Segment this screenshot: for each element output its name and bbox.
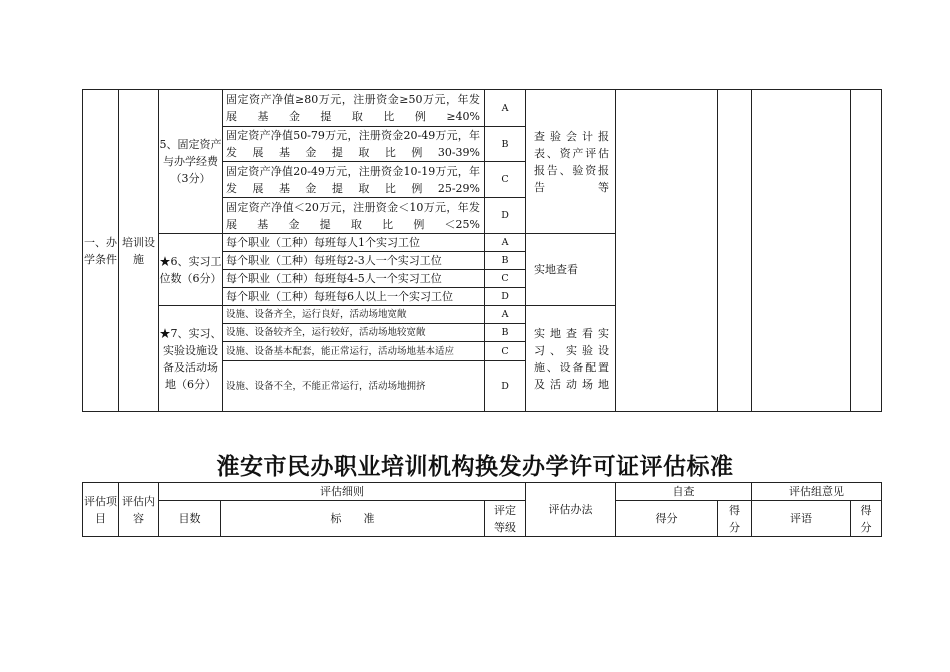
criteria-text: 固定资产净值20-49万元，注册资金10-19万元，年发展基金提取比例25-29% xyxy=(226,164,480,195)
header-standard xyxy=(220,500,485,537)
criteria-text: 每个职业（工种）每班每4-5人一个实习工位 xyxy=(226,272,442,285)
method-text: 实地查看实习、实验设施、设备配置及活动场地 xyxy=(534,326,609,391)
grade-cell xyxy=(484,323,526,342)
criteria-text: 固定资产净值50-79万元，注册资金20-49万元，年发展基金提取比例30-39% xyxy=(226,129,480,159)
grade-text: A xyxy=(501,102,509,114)
item-name-cell xyxy=(158,233,223,306)
criteria-cell xyxy=(222,251,485,270)
criteria-text: 固定资产净值＜20万元，注册资金＜10万元，年发展基金提取比例＜25% xyxy=(226,200,480,231)
category-label: 一、办学条件 xyxy=(84,235,117,266)
grade-cell xyxy=(484,251,526,270)
header-content xyxy=(118,482,159,537)
grade-text: D xyxy=(501,380,509,392)
header-self-check-label: 自查 xyxy=(672,485,695,498)
criteria-text: 设施、设备基本配套，能正常运行，活动场地基本适应 xyxy=(226,345,455,357)
header-project-label: 评估项目 xyxy=(84,494,117,525)
criteria-text: 固定资产净值≥80万元，注册资金≥50万元，年发展基金提取比例≥40% xyxy=(226,93,480,123)
item-name-cell xyxy=(158,89,223,234)
header-grade xyxy=(484,500,526,537)
criteria-cell xyxy=(222,269,485,288)
grade-cell xyxy=(484,161,526,198)
criteria-text: 设施、设备较齐全，运行较好，活动场地较宽敞 xyxy=(226,327,426,338)
criteria-text: 每个职业（工种）每班每人1个实习工位 xyxy=(226,236,420,249)
grade-text: C xyxy=(501,345,509,357)
header-items-label: 目数 xyxy=(178,512,201,525)
method-text: 查验会计报表、资产评估报告、验资报告等 xyxy=(534,129,609,194)
criteria-cell xyxy=(222,305,485,324)
item-name: ★6、实习工位数（6分） xyxy=(159,254,222,285)
criteria-cell xyxy=(222,360,485,412)
header-group-points xyxy=(850,500,882,537)
group-comment-cell[interactable] xyxy=(751,89,851,412)
header-items xyxy=(158,500,221,537)
header-self-points-label: 得分 xyxy=(729,503,740,534)
header-detail-label: 评估细则 xyxy=(320,485,364,498)
content-cell xyxy=(118,89,159,412)
group-points-cell[interactable] xyxy=(850,89,882,412)
grade-cell xyxy=(484,287,526,306)
content-label: 培训设施 xyxy=(122,235,155,266)
header-group-opinion xyxy=(751,482,882,501)
grade-text: D xyxy=(501,291,509,302)
page-title: 淮安市民办职业培训机构换发办学许可证评估标准 xyxy=(216,454,734,480)
grade-text: C xyxy=(501,174,509,185)
header-group-points-label: 得分 xyxy=(860,503,872,534)
criteria-text: 设施、设备齐全，运行良好，活动场地宽敞 xyxy=(226,309,407,320)
method-cell xyxy=(525,89,616,234)
criteria-text: 每个职业（工种）每班每6人以上一个实习工位 xyxy=(226,290,453,303)
criteria-cell xyxy=(222,323,485,342)
header-method-label: 评估办法 xyxy=(548,503,593,516)
grade-text: A xyxy=(501,237,509,248)
criteria-cell xyxy=(222,341,485,361)
grade-text: D xyxy=(501,210,509,221)
grade-cell xyxy=(484,269,526,288)
grade-text: A xyxy=(501,309,509,320)
self-score-cell[interactable] xyxy=(615,89,718,412)
grade-text: B xyxy=(501,255,509,266)
grade-text: B xyxy=(501,327,509,338)
header-method xyxy=(525,482,616,537)
header-grade-label: 评定等级 xyxy=(494,503,516,534)
header-comment xyxy=(751,500,851,537)
header-project xyxy=(82,482,119,537)
criteria-cell xyxy=(222,233,485,252)
grade-cell xyxy=(484,197,526,234)
self-points-cell[interactable] xyxy=(717,89,752,412)
method-cell xyxy=(525,233,616,306)
grade-cell xyxy=(484,305,526,324)
criteria-cell xyxy=(222,126,485,162)
header-group-opinion-label: 评估组意见 xyxy=(789,485,844,498)
header-standard-label: 标 准 xyxy=(330,512,375,525)
grade-cell xyxy=(484,89,526,127)
grade-text: B xyxy=(501,138,509,150)
grade-text: C xyxy=(501,273,509,284)
method-cell xyxy=(525,305,616,412)
category-cell xyxy=(82,89,119,412)
grade-cell xyxy=(484,233,526,252)
header-detail xyxy=(158,482,526,501)
header-comment-label: 评语 xyxy=(790,512,812,525)
criteria-cell xyxy=(222,161,485,198)
item-name: ★7、实习、实验设施设备及活动场地（6分） xyxy=(159,326,222,391)
criteria-cell xyxy=(222,89,485,127)
criteria-cell xyxy=(222,197,485,234)
grade-cell xyxy=(484,341,526,361)
item-name-cell xyxy=(158,305,223,412)
grade-cell xyxy=(484,126,526,162)
header-content-label: 评估内容 xyxy=(122,494,155,525)
criteria-cell xyxy=(222,287,485,306)
criteria-text: 每个职业（工种）每班每2-3人一个实习工位 xyxy=(226,254,442,267)
header-self-points xyxy=(717,500,752,537)
grade-cell xyxy=(484,360,526,412)
header-self-check xyxy=(615,482,752,501)
item-name: 5、固定资产与办学经费（3分） xyxy=(159,138,222,185)
method-text: 实地查看 xyxy=(534,263,578,276)
header-self-score-label: 得分 xyxy=(655,512,678,525)
criteria-text: 设施、设备不全，不能正常运行，活动场地拥挤 xyxy=(226,380,426,392)
header-self-score xyxy=(615,500,718,537)
